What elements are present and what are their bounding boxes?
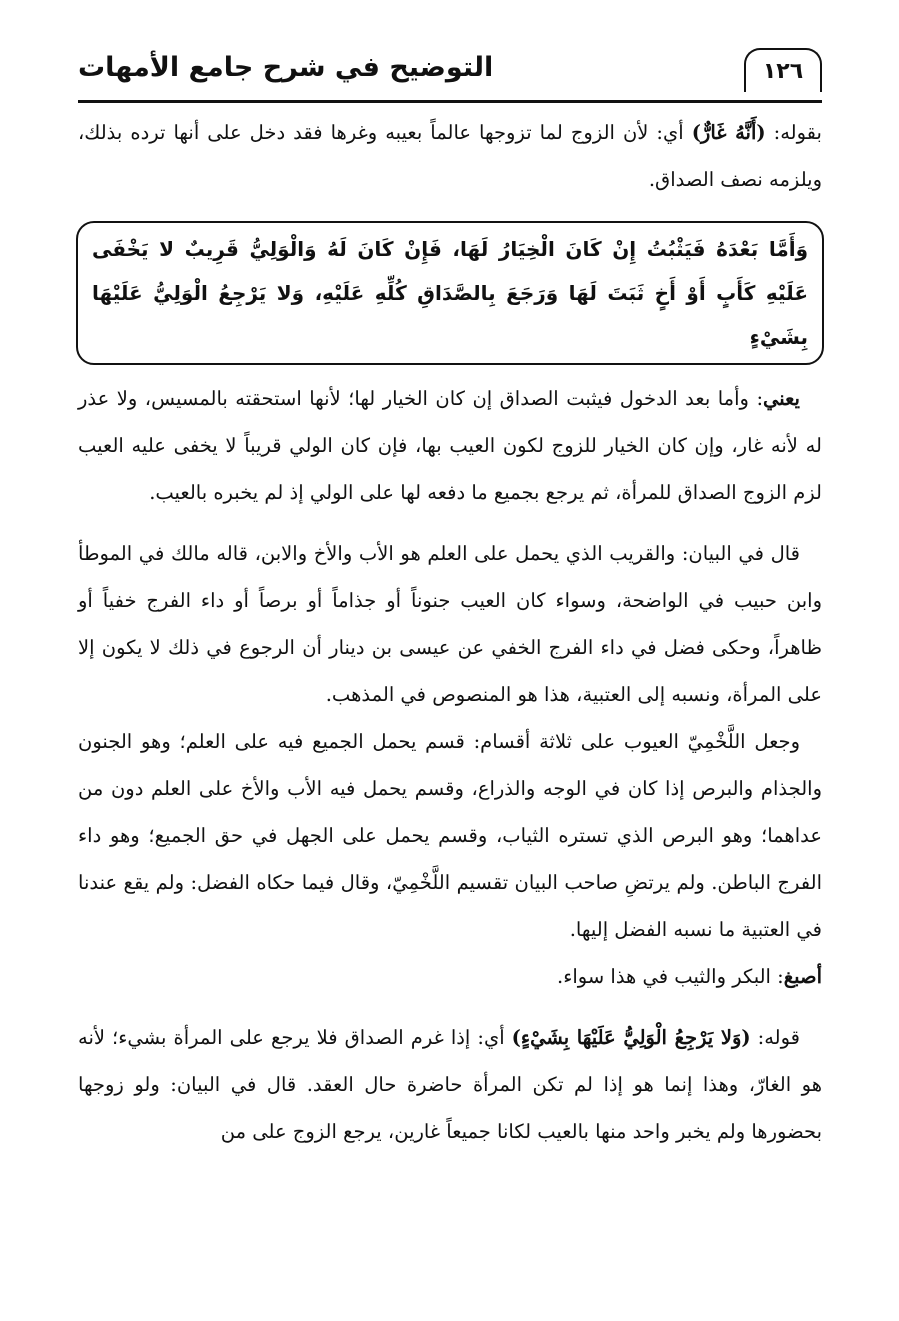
quoted-matn: (أَنَّهُ غَارٌّ) bbox=[691, 121, 766, 144]
running-title: التوضيح في شرح جامع الأمهات bbox=[78, 52, 494, 83]
document-page bbox=[78, 40, 822, 1300]
page-number: ١٢٦ bbox=[762, 58, 804, 84]
paragraph-asbagh bbox=[78, 953, 822, 1000]
page-number-frame bbox=[744, 48, 822, 92]
quoted-matn: (وَلا يَرْجِعُ الْوَلِيُّ عَلَيْهَا بِشَيْءٍ) bbox=[511, 1026, 751, 1049]
paragraph-lead: يعني bbox=[763, 387, 800, 410]
paragraph-commentary-2 bbox=[78, 1014, 822, 1155]
paragraph-commentary-1 bbox=[78, 109, 822, 203]
paragraph-text: : البكر والثيب في هذا سواء. bbox=[557, 965, 784, 988]
paragraph-text: أي: لأن الزوج لما تزوجها عالماً بعيبه وغرها فقد دخل على أنها ترده بذلك، ويلزمه نصف الصداق. bbox=[78, 121, 822, 191]
paragraph-explanation bbox=[78, 375, 822, 516]
matn-text: وَأَمَّا بَعْدَهُ فَيَثْبُتُ إِنْ كَانَ الْخِيَارُ لَهَا، فَإِنْ كَانَ لَهُ وَالْوَلِيُّ قَرِيبٌ لا يَخْفَى عَلَيْهِ كَأَبٍ أَوْ أَخٍ ثَبَتَ لَهَا وَرَجَعَ بِالصَّدَاقِ كُلِّهِ عَلَيْهِ، وَلا يَرْجِعُ الْوَلِيُّ عَلَيْهَا بِشَيْءٍ bbox=[92, 237, 808, 349]
paragraph-text: أي: إذا غرم الصداق فلا يرجع على المرأة بشيء؛ لأنه هو الغارّ، وهذا إنما هو إذا لم تكن المرأة حاضرة حال العقد. قال في البيان: ولو زوجها بحضورها ولم يخبر واحد منها بالعيب لكانا جميعاً غارين، يرجع الزوج على من bbox=[78, 1026, 822, 1143]
paragraph-lakhmi: وجعل اللَّخْمِيّ العيوب على ثلاثة أقسام: قسم يحمل الجميع فيه على العلم؛ وهو الجنون والجذام والبرص إذا كان في الوجه والذراع، وقسم يحمل فيه الأب والأخ على العلم دون من عداهما؛ وهو البرص الذي تستره الثياب، وقسم يحمل على الجهل في حق الجميع؛ وهو داء الفرج الباطن. ولم يرتضِ صاحب البيان تقسيم اللَّخْمِيّ، وقال فيما حكاه الفضل: ولم يقع عندنا في العتبية ما نسبه الفضل إليها. bbox=[78, 730, 822, 941]
page-body bbox=[78, 109, 822, 1155]
paragraph-text: : وأما بعد الدخول فيثبت الصداق إن كان الخيار لها؛ لأنها استحقته بالمسيس، ولا عذر له لأنه غار، وإن كان الخيار للزوج لكون العيب بها، فإن كان الولي قريباً لا يخفى عليه العيب لزم الزوج الصداق للمرأة، ثم يرجع بجميع ما دفعه لها على الولي إذ لم يخبره بالعيب. bbox=[78, 387, 822, 504]
matn-box bbox=[76, 221, 824, 365]
paragraph-lead: أصبغ bbox=[783, 965, 822, 988]
paragraph-lead: قوله: bbox=[750, 1026, 800, 1049]
paragraph-lead: بقوله: bbox=[765, 121, 822, 144]
running-header bbox=[78, 40, 822, 103]
paragraph-bayan: قال في البيان: والقريب الذي يحمل على العلم هو الأب والأخ والابن، قاله مالك في الموطأ وابن حبيب في الواضحة، وسواء كان العيب جنوناً أو جذاماً أو برصاً أو داء الفرج خفياً أو ظاهراً، وحكى فضل في داء الفرج الخفي عن عيسى بن دينار أن الرجوع في ذلك لا يكون إلا على المرأة، ونسبه إلى العتبية، هذا هو المنصوص في المذهب. bbox=[78, 542, 822, 706]
